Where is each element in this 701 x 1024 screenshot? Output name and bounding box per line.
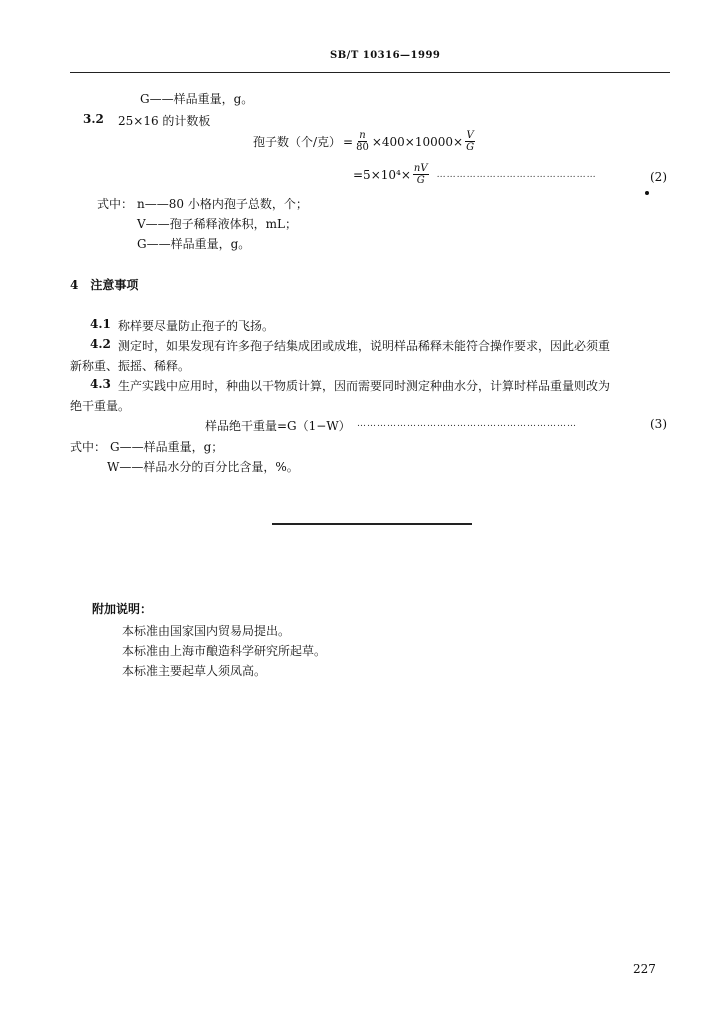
where-label-3-2: 式中： (97, 197, 134, 211)
appendix-line-authors: 本标准主要起草人须凤高。 (122, 664, 267, 678)
item-4-1-number: 4.1 (90, 317, 111, 331)
formula-2-fraction-v-g (465, 130, 475, 153)
formula-2-fraction-nv-g (413, 163, 429, 186)
item-4-2-continuation: 新称重、振摇、稀释。 (70, 359, 191, 373)
standard-code-header: SB/T 10316—1999 (330, 50, 441, 61)
fraction-numerator: n (359, 130, 366, 141)
fraction-denominator: G (416, 175, 425, 186)
w-definition: W——样品水分的百分比含量，%。 (107, 460, 299, 474)
header-rule (70, 72, 670, 73)
item-4-3-text: 生产实践中应用时，种曲以干物质计算，因而需要同时测定种曲水分，计算时样品重量则改为 (118, 379, 611, 393)
page-number: 227 (633, 962, 656, 976)
section-3-2-title: 25×16 的计数板 (118, 114, 211, 128)
where-label-4: 式中： (70, 440, 107, 454)
formula-2-eq: = (343, 134, 354, 149)
formula-2-lhs: 孢子数（个/克） (253, 135, 342, 149)
appendix-heading: 附加说明： (92, 602, 153, 616)
item-4-3-number: 4.3 (90, 377, 111, 391)
n-definition: n——80 小格内孢子总数，个； (137, 197, 308, 211)
v-definition: V——孢子稀释液体积，mL； (137, 217, 298, 231)
formula-3-tag: (3) (650, 417, 667, 431)
formula-2-line-2 (353, 163, 597, 186)
fraction-denominator: 80 (356, 142, 369, 153)
item-4-2-number: 4.2 (90, 337, 111, 351)
g-definition-3-2: G——样品重量，g。 (137, 237, 251, 251)
item-4-1-text: 称样要尽量防止孢子的飞扬。 (118, 319, 275, 333)
item-4-2-text: 测定时，如果发现有许多孢子结集成团或成堆，说明样品稀释未能符合操作要求，因此必须重 (118, 339, 611, 353)
formula-2-line-1 (253, 130, 475, 153)
fraction-denominator: G (466, 142, 475, 153)
formula-3-leader-dots: ………………………………………………………… (357, 419, 577, 429)
g-definition-previous: G——样品重量，g。 (140, 92, 254, 106)
fraction-numerator: nV (413, 163, 428, 174)
scan-speck (645, 191, 649, 195)
g-definition-4: G——样品重量，g； (110, 440, 224, 454)
formula-3: 样品绝干重量=G（1−W） (205, 419, 351, 433)
end-of-text-rule (272, 523, 472, 525)
appendix-line-proposer: 本标准由国家国内贸易局提出。 (122, 624, 291, 638)
formula-2-leader-dots: ………………………………………… (436, 169, 597, 180)
item-4-3-continuation: 绝干重量。 (70, 399, 131, 413)
formula-2-tag: (2) (650, 170, 667, 184)
section-4-heading: 4 注意事项 (70, 278, 139, 292)
appendix-line-drafter: 本标准由上海市酿造科学研究所起草。 (122, 644, 327, 658)
formula-2-simplified: =5×10⁴× (353, 167, 411, 182)
section-3-2-number: 3.2 (83, 112, 104, 126)
formula-2-multiplier: ×400×10000× (371, 134, 464, 149)
fraction-numerator: V (466, 130, 474, 141)
formula-2-fraction-n-80 (355, 130, 370, 153)
